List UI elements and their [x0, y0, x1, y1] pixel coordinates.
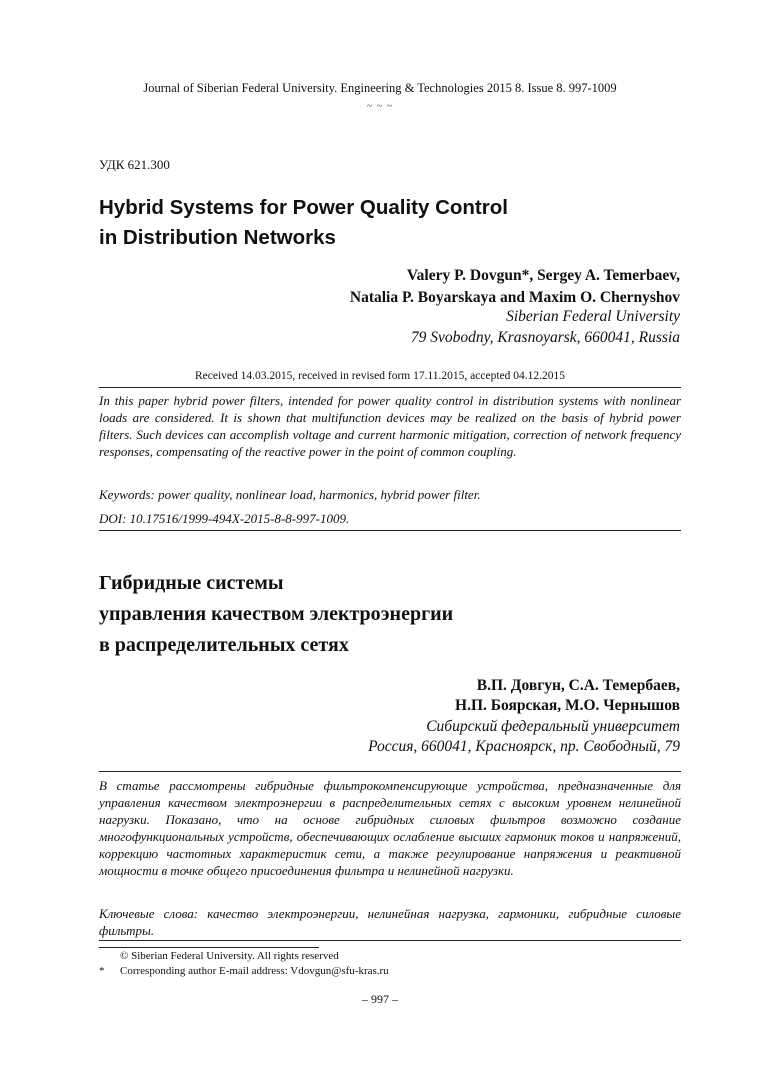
- en-doi: DOI: 10.17516/1999-494X-2015-8-8-997-1009.: [99, 511, 350, 526]
- ru-authors-line1: В.П. Довгун, С.А. Темербаев,: [476, 677, 680, 694]
- en-abstract: In this paper hybrid power filters, intended for power quality control in distribution systems with nonlinear loads are considered. It is shown that multifunction devices may be realized on the basis of hybrid power filters. Such devices can accomplish voltage and current harmonic mitigation, correction of network frequency responses, compensating of the reactive power in the point of common coupling.: [99, 393, 681, 459]
- ru-title-line1: Гибридные системы: [99, 572, 284, 594]
- ru-keywords: Ключевые слова: качество электроэнергии, нелинейная нагрузка, гармоники, гибридные силовые фильтры.: [99, 906, 681, 938]
- abstract-bottom-rule: [99, 530, 681, 531]
- en-address: 79 Svobodny, Krasnoyarsk, 660041, Russia: [410, 329, 680, 346]
- en-affiliation: Siberian Federal University: [506, 308, 680, 325]
- corresponding-footnote: Corresponding author E-mail address: Vdovgun@sfu-kras.ru: [120, 965, 389, 977]
- udk-code: УДК 621.300: [99, 157, 170, 172]
- en-keywords: Keywords: power quality, nonlinear load, harmonics, hybrid power filter.: [99, 487, 481, 502]
- en-authors-line2: Natalia P. Boyarskaya and Maxim O. Chernyshov: [349, 289, 680, 306]
- received-dates: Received 14.03.2015, received in revised form 17.11.2015, accepted 04.12.2015: [194, 370, 566, 382]
- en-title-line2: in Distribution Networks: [99, 226, 336, 249]
- abstract-top-rule: [99, 387, 681, 388]
- asterisk-mark: *: [99, 965, 105, 977]
- journal-header: Journal of Siberian Federal University. Engineering & Technologies 2015 8. Issue 8. 997-1009: [143, 81, 617, 95]
- page-number: – 997 –: [362, 992, 398, 1006]
- ru-abstract-bottom-rule: [99, 940, 681, 941]
- ru-abstract: В статье рассмотрены гибридные фильтрокомпенсирующие устройства, предназначенные для управления качеством электроэнергии в распределительных сетях с высоким уровнем нелинейной нагрузки. Показано, что на основе гибридных силовых фильтров возможно создание многофункциональных устройств, обеспечивающих ослабление высших гармоник токов и напряжений, коррекцию частотных характеристик сети, а также регулирование напряжения и реактивной мощности в точке общего присоединения фильтра и нелинейной нагрузки.: [99, 778, 681, 878]
- header-ornament: ~ ~ ~: [366, 101, 394, 112]
- ru-abstract-top-rule: [99, 771, 681, 772]
- ru-title-line2: управления качеством электроэнергии: [99, 603, 454, 625]
- ru-affiliation: Сибирский федеральный университет: [426, 718, 680, 735]
- ru-title-line3: в распределительных сетях: [99, 634, 349, 656]
- ru-address: Россия, 660041, Красноярск, пр. Свободный, 79: [368, 738, 680, 755]
- footnote-rule: [99, 947, 319, 948]
- en-title-line1: Hybrid Systems for Power Quality Control: [99, 196, 508, 219]
- ru-authors-line2: Н.П. Боярская, М.О. Чернышов: [455, 697, 680, 714]
- copyright-footnote: © Siberian Federal University. All rights reserved: [120, 950, 339, 962]
- en-authors-line1: Valery P. Dovgun*, Sergey A. Temerbaev,: [406, 267, 680, 284]
